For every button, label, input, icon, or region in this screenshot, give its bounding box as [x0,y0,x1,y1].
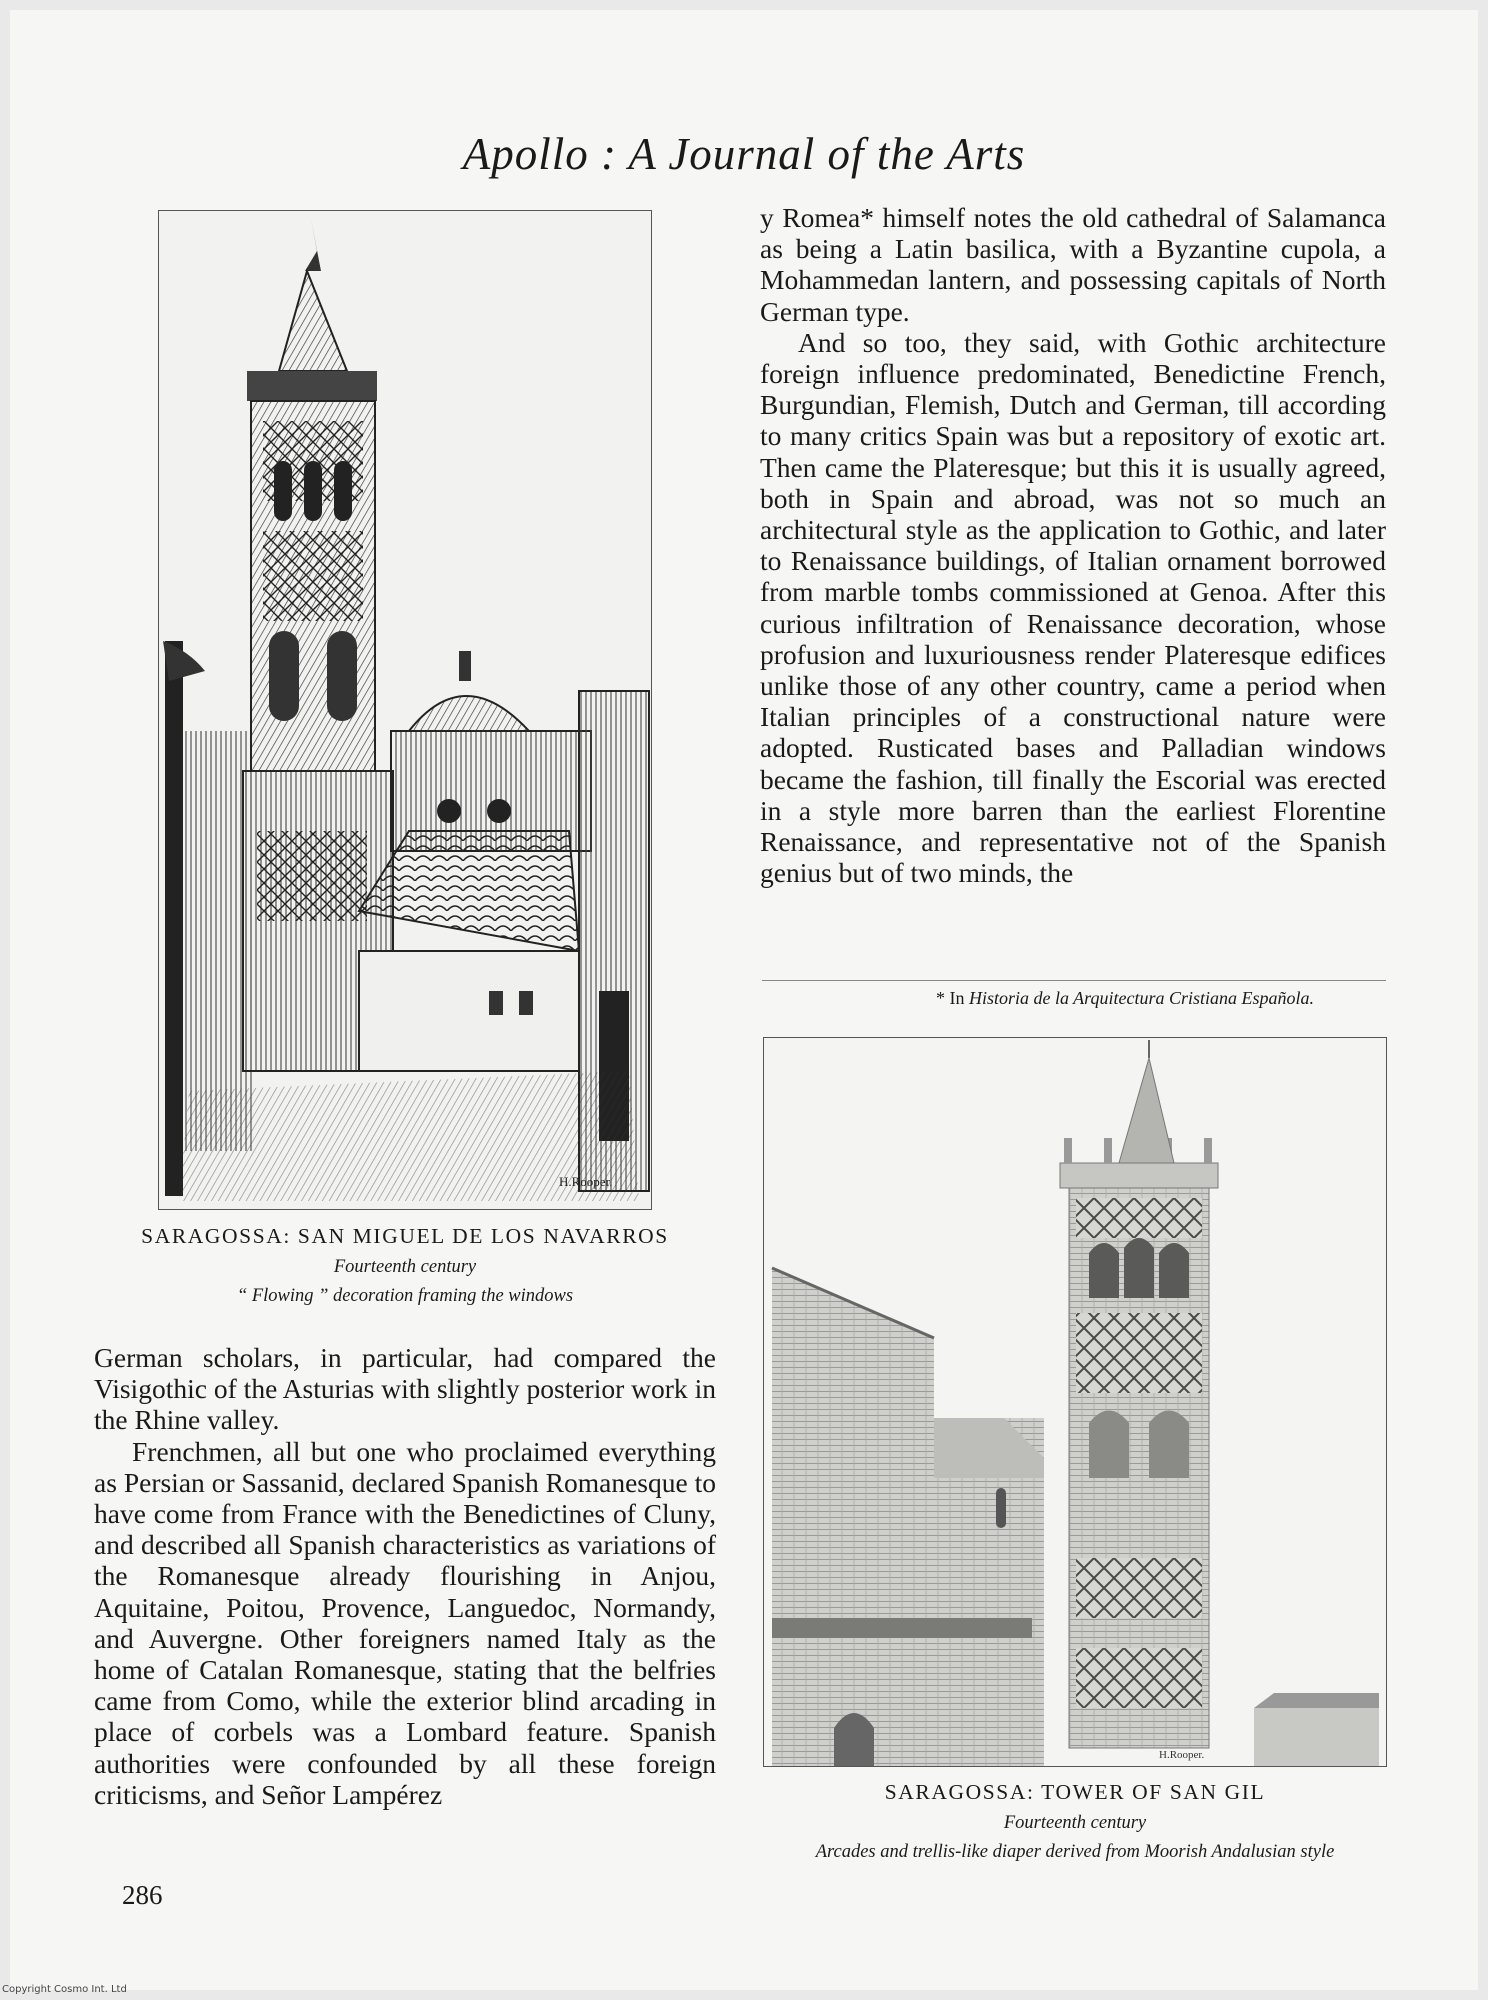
artist-signature: H.Rooper. [1159,1749,1205,1761]
artist-signature: H.Rooper. [559,1174,613,1189]
caption-san-gil [755,1780,1395,1863]
caption-description: Arcades and trellis-like diaper derived from Moorish Andalusian style [815,1842,1335,1862]
left-column-text [94,1342,716,1810]
right-column-text [760,202,1386,888]
footnote-marker: * In [935,988,965,1008]
running-header: Apollo : A Journal of the Arts [462,129,1026,179]
caption-subtitle: Fourteenth century [1003,1813,1147,1833]
paragraph: And so too, they said, with Gothic architecture foreign influence predominated, Benedictine French, Burgundian, Flemish, Dutch and German, till according to many critics Spain was but a repository of exotic art. Then came the Plateresque; but this it is usually agreed, both in Spain and abroad, was not so much an architectural style as the application to Gothic, and later to Renaissance buildings, of Italian ornament borrowed from marble tombs commissioned at Genoa. After this curious infiltration of Renaissance decoration, whose profusion and luxuriousness render Plateresque edifices unlike those of any other country, came a period when Italian principles of a constructional nature were adopted. Rusticated bases and Palladian windows became the fashion, till finally the Escorial was erected in a style more barren than the earliest Florentine Renaissance, and representative not of the Spanish genius but of two minds, the [760,326,1386,889]
copyright-notice: Copyright Cosmo Int. Ltd [2,1984,127,1995]
footnote [762,988,1314,1009]
paragraph: y Romea* himself notes the old cathedral of Salamanca as being a Latin basilica, with a Byzantine cupola, a Mohammedan lantern, and possessing capitals of North German type. [760,202,1386,327]
page-number: 286 [122,1880,163,1910]
caption-title: SARAGOSSA: TOWER OF SAN GIL [884,1780,1266,1804]
paragraph: Frenchmen, all but one who proclaimed everything as Persian or Sassanid, declared Spanish Romanesque to have come from France with the Benedictines of Cluny, and described all Spanish characteristics as variations of the Romanesque already flourishing in Anjou, Aquitaine, Poitou, Provence, Languedoc, Normandy, and Auvergne. Other foreigners named Italy as the home of Catalan Romanesque, stating that the belfries came from Como, while the exterior blind arcading in place of corbels was a Lombard feature. Spanish authorities were confounded by all these foreign criticisms, and Señor Lampérez [94,1435,716,1810]
footnote-text: Historia de la Arquitectura Cristiana Española. [968,988,1314,1008]
caption-title: SARAGOSSA: SAN MIGUEL DE LOS NAVARROS [141,1224,669,1248]
footnote-rule [762,980,1386,981]
photo-san-gil-tower [763,1037,1387,1767]
journal-page [10,10,1478,1990]
illustration-san-miguel [158,210,652,1210]
paragraph: German scholars, in particular, had compared the Visigothic of the Asturias with slightly posterior work in the Rhine valley. [94,1342,716,1436]
caption-description: “ Flowing ” decoration framing the windows [236,1286,574,1306]
caption-san-miguel [110,1224,700,1307]
caption-subtitle: Fourteenth century [333,1257,477,1277]
